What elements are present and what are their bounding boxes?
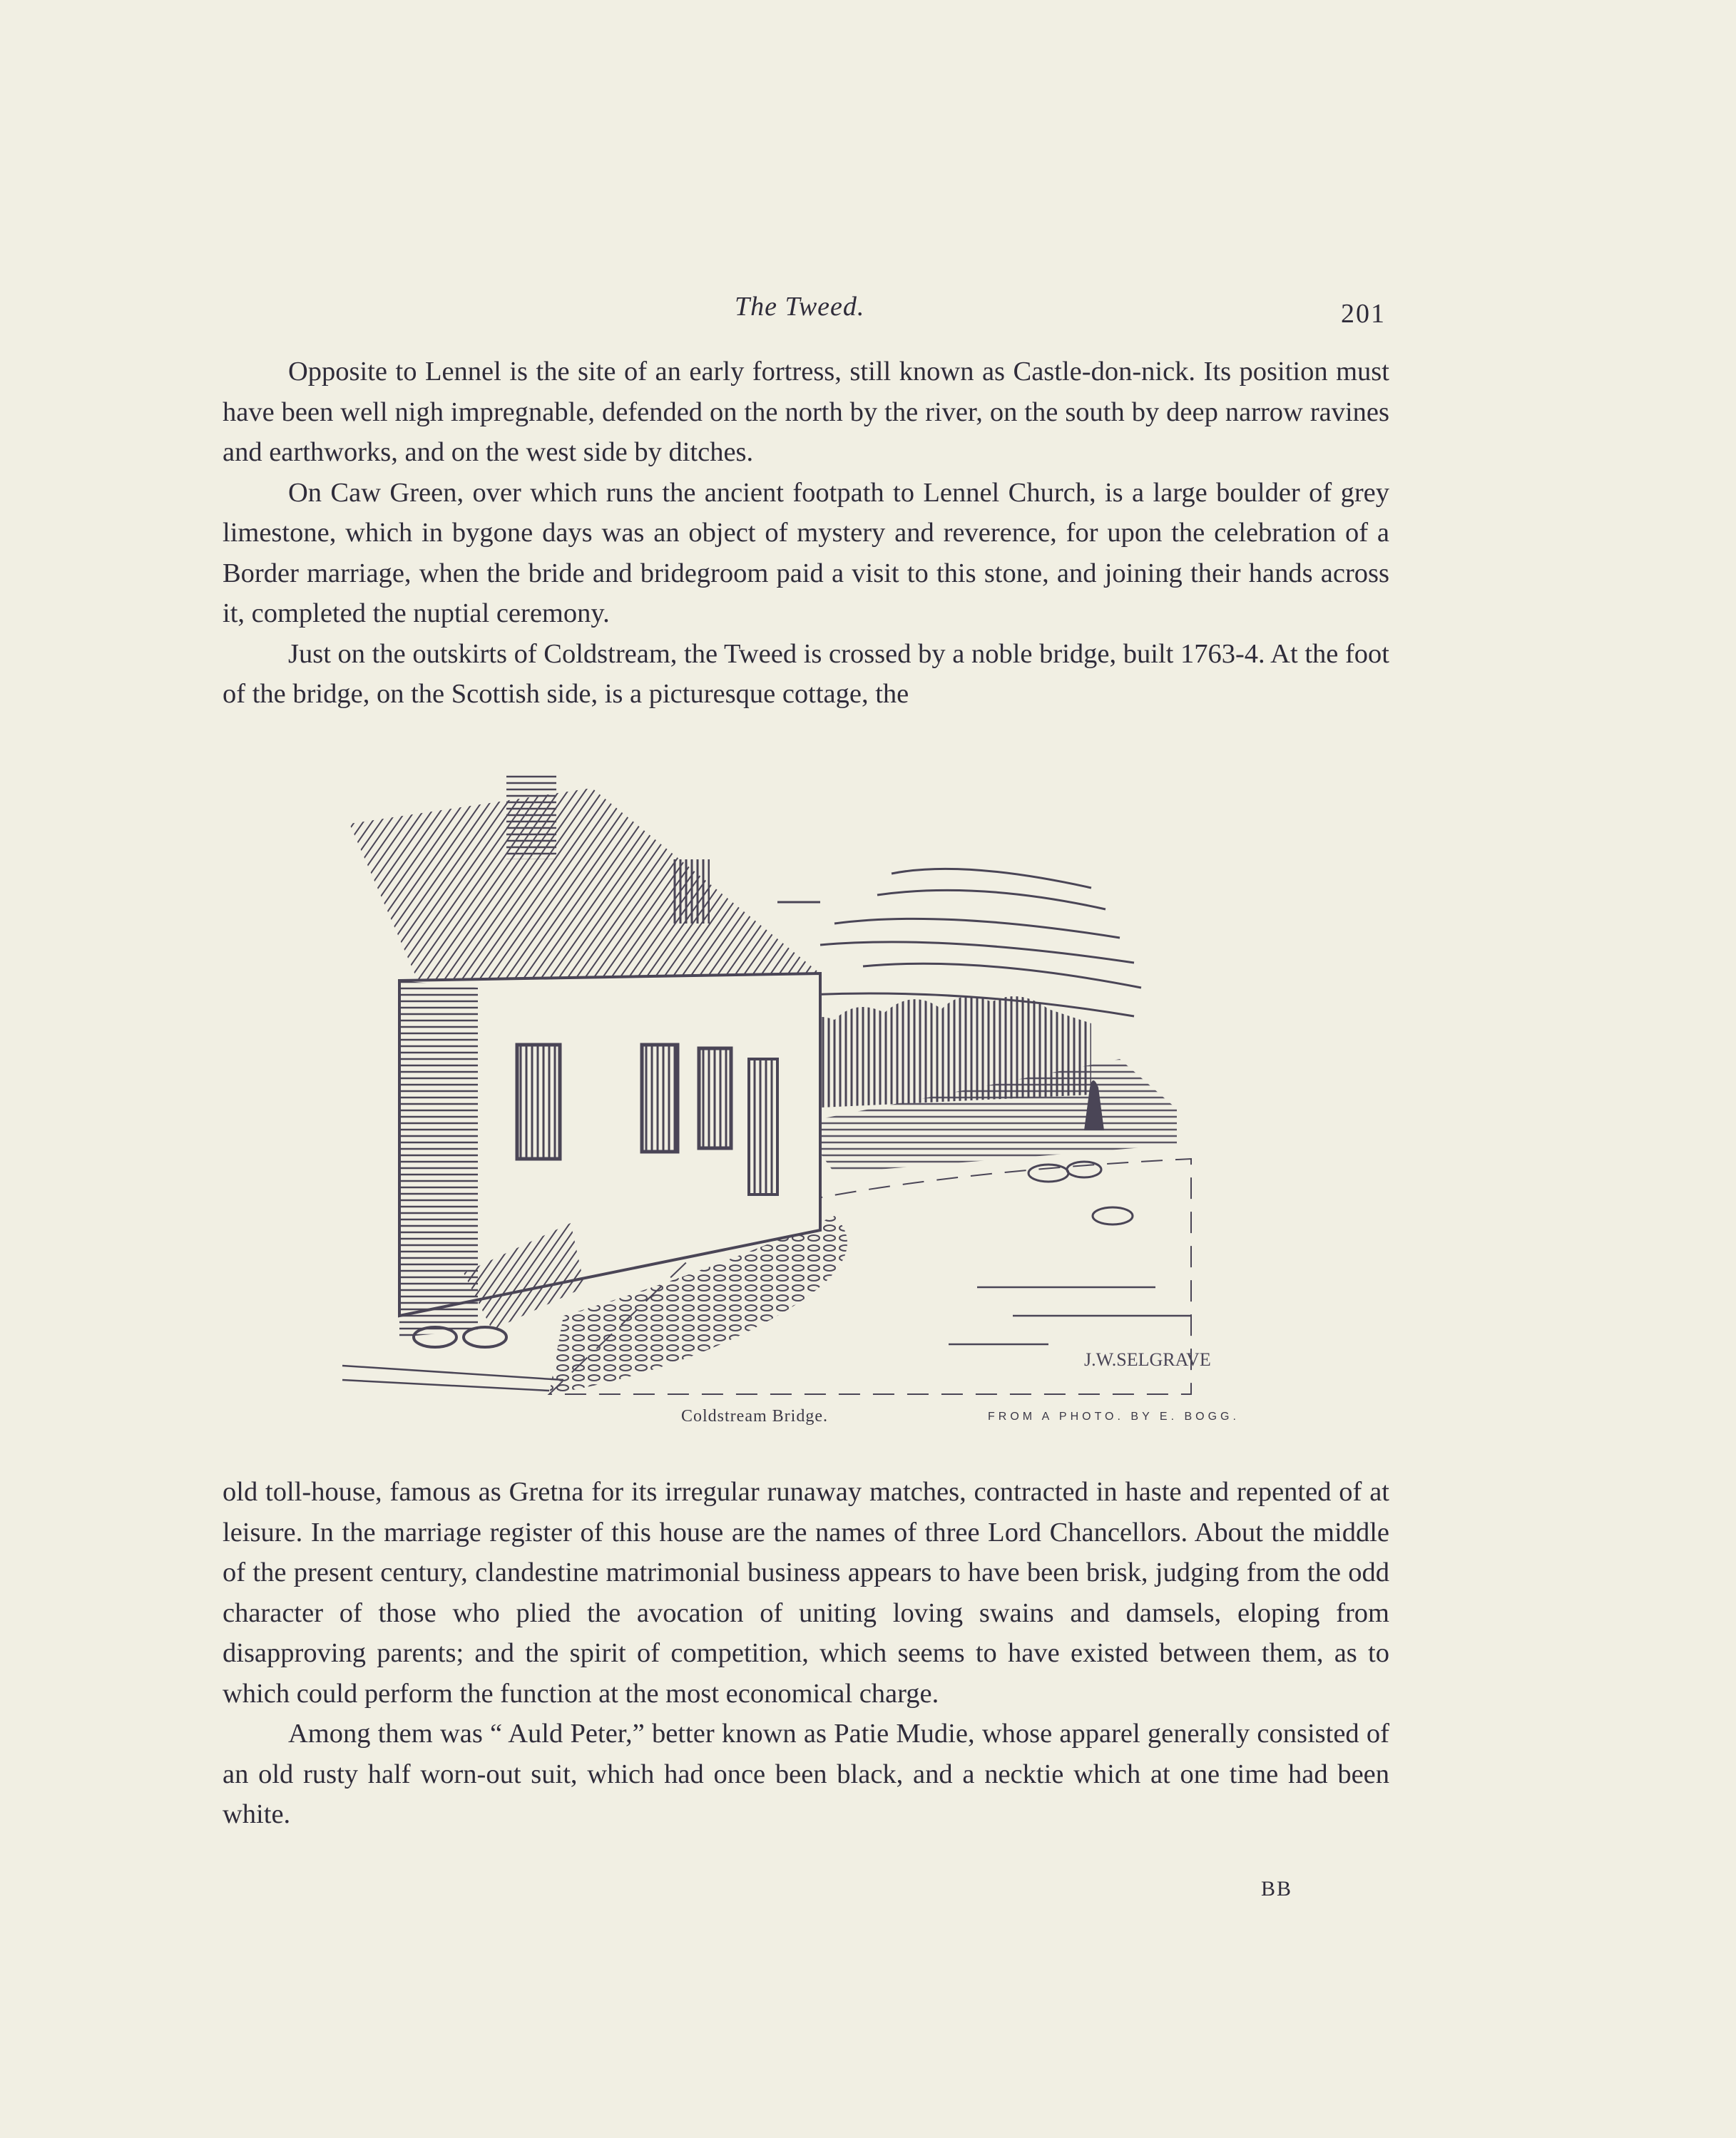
cottage-roof [349,788,820,988]
sky-streaks [777,869,1141,1016]
paragraph: Among them was “ Auld Peter,” better known as Patie Mudie, whose apparel generally consisted of an old rusty half worn-out suit, which had once been black, and a necktie which at one time had been white. [223,1719,1389,1829]
artist-signature: J.W.SELGRAVE [1084,1349,1211,1370]
engraving-illustration [335,774,1284,1398]
figure-credit: FROM A PHOTO. BY E. BOGG. [988,1411,1240,1423]
cottage-door [749,1059,777,1195]
signature-mark: BB [1261,1877,1293,1901]
goose [1093,1207,1133,1224]
top-text-block [223,352,1389,715]
paragraph: Opposite to Lennel is the site of an early fortress, still known as Castle-don-nick. Its position must have been well nigh impregnable, defended on the north by the river, on the south by deep narrow ravines and earthworks, and on the west side by ditches. [223,357,1389,467]
paragraph: On Caw Green, over which runs the ancient footpath to Lennel Church, is a large boulder of grey limestone, which in bygone days was an object of mystery and reverence, for upon the celebration of a Border marriage, when the bride and bridegroom paid a visit to this stone, and joining their hands across it, completed the nuptial ceremony. [223,477,1389,628]
bucket [464,1327,506,1347]
engraving-coldstream-bridge [335,774,1284,1398]
paragraph: Just on the outskirts of Coldstream, the Tweed is crossed by a noble bridge, built 1763-4. At the foot of the bridge, on the Scottish side, is a picturesque cottage, the [223,638,1389,709]
chimney-left [506,774,556,859]
chimney-right [670,859,710,924]
paragraph: old toll-house, famous as Gretna for its irregular runaway matches, contracted in haste and repented of at leisure. In the marriage register of this house are the names of three Lord Chancellors. About the middle of the present century, clandestine matrimonial business appears to have been brisk, judging from the odd character of those who plied the avocation of uniting loving swains and damsels, eloping from disapproving parents; and the spirit of competition, which seems to have existed between them, as to which could perform the function at the most economical charge. [223,1477,1389,1709]
figure-caption: Coldstream Bridge. [681,1407,828,1426]
bottom-text-block [223,1472,1389,1835]
running-header-title: The Tweed. [735,292,865,322]
cottage-window [517,1045,560,1159]
cottage-window [699,1048,731,1148]
page-number: 201 [1341,299,1386,329]
cottage-window [642,1045,678,1152]
goose [1067,1162,1101,1177]
goose [1028,1165,1068,1182]
